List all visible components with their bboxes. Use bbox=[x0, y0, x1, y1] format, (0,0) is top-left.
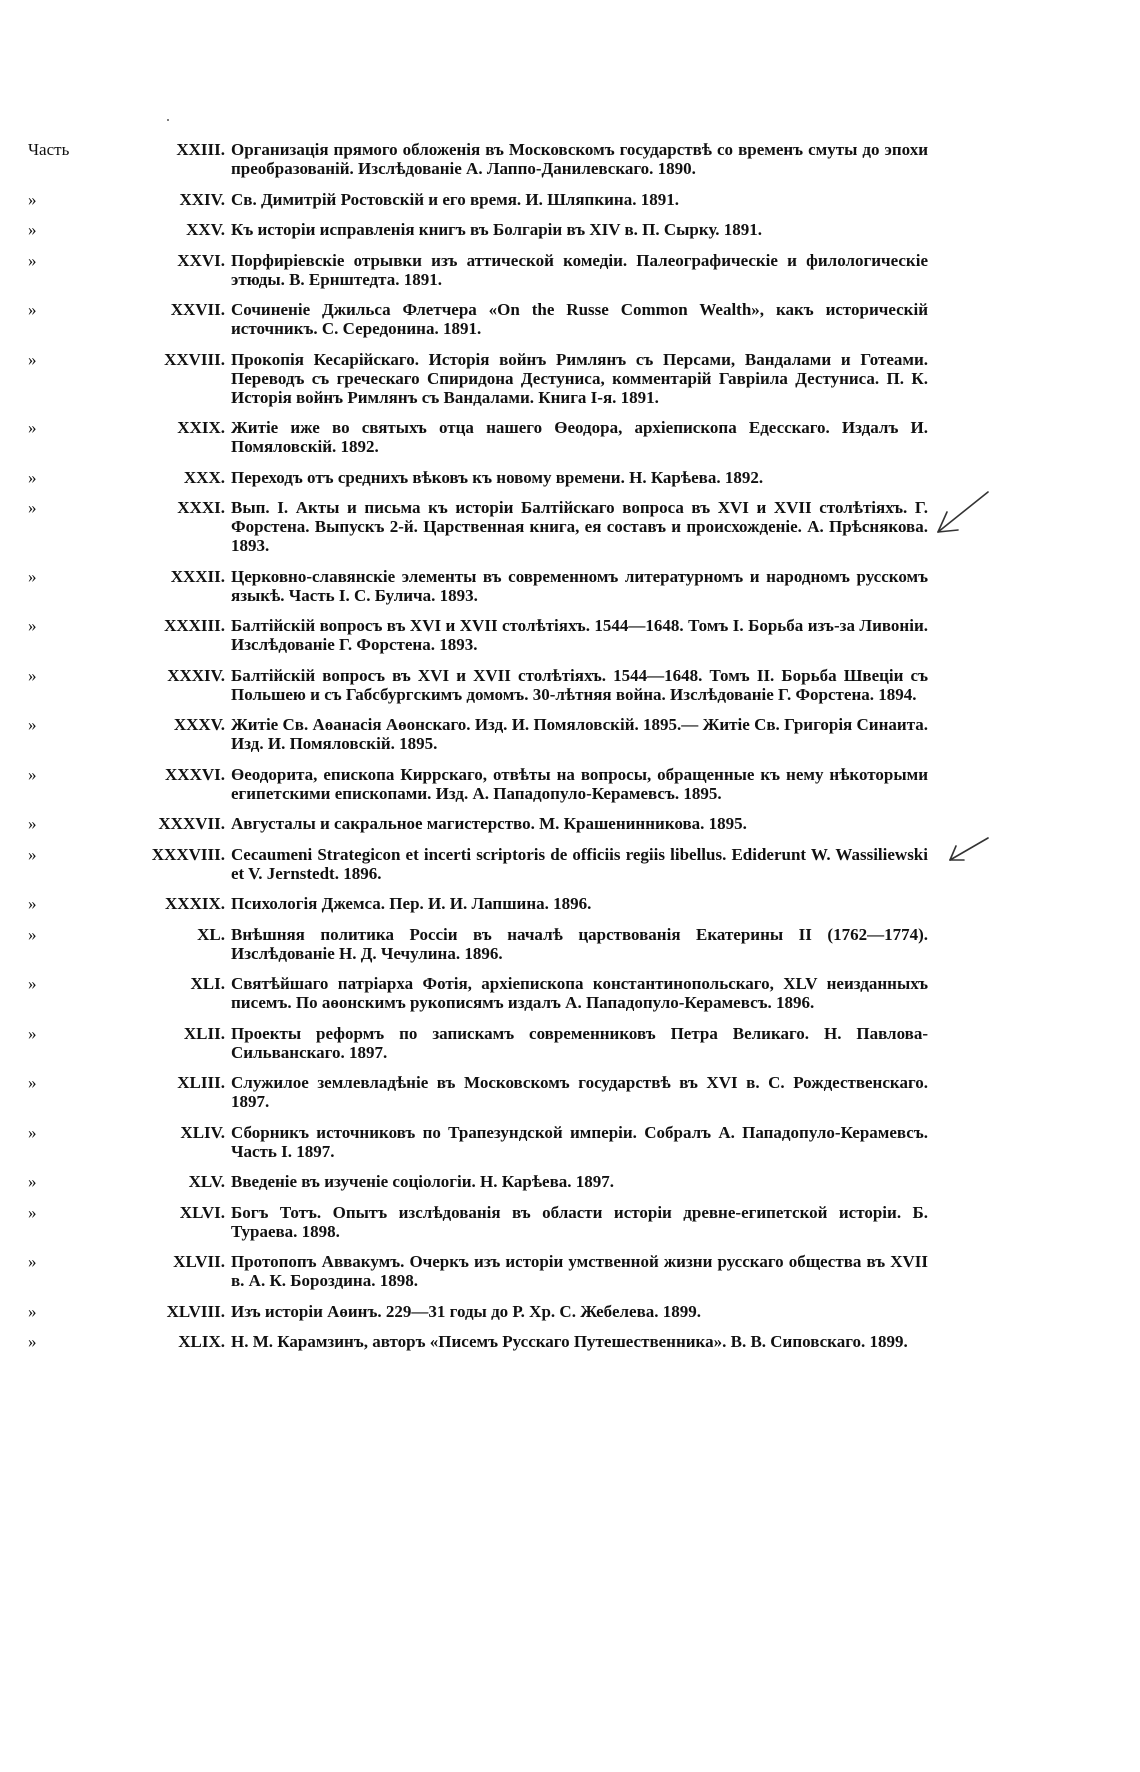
entry-title: Служилое землевладѣніе въ Московскомъ государствѣ въ XVI в. С. Рождественскаго. 1897. bbox=[231, 1073, 928, 1111]
pencil-arrow-mark-upper bbox=[938, 492, 988, 532]
entry-part-label: » bbox=[28, 467, 37, 487]
series-entry bbox=[28, 1172, 928, 1191]
entry-title: Августалы и сакральное магистерство. М. Крашенинникова. 1895. bbox=[231, 814, 747, 833]
entry-title: Өеодорита, епископа Киррскаго, отвѣты на вопросы, обращенные къ нему нѣкоторыми египетскими епископами. Изд. А. Пападопуло-Керамевсъ. 1895. bbox=[231, 764, 928, 803]
entry-part-label: » bbox=[28, 894, 37, 913]
series-entry bbox=[28, 974, 928, 1012]
entry-volume-number: XXXV. bbox=[173, 715, 225, 734]
series-entry bbox=[28, 1332, 928, 1351]
entry-title: Внѣшняя политика Россіи въ началѣ царствованія Екатерины II (1762—1774). Изслѣдованіе Н. Д. Чечулина. 1896. bbox=[231, 924, 928, 963]
entry-part-label: » bbox=[28, 300, 37, 319]
entry-title: Прокопія Кесарійскаго. Исторія войнъ Римлянъ съ Персами, Вандалами и Готеами. Переводъ съ греческаго Спиридона Дестуниса, комментарій Гавріила Дестуниса. П. К. Исторія войнъ Римлянъ съ Вандалами. Книга I-я. 1891. bbox=[231, 349, 928, 407]
entry-part-label: » bbox=[28, 924, 37, 944]
entry-title: Сборникъ источниковъ по Трапезундской имперіи. Собралъ А. Пападопуло-Керамевсъ. Часть I. 1897. bbox=[231, 1122, 928, 1161]
series-entry bbox=[28, 220, 928, 239]
entry-volume-number: XLI. bbox=[190, 974, 225, 993]
entry-volume-number: XXXIV. bbox=[167, 665, 225, 685]
entry-volume-number: XXXI. bbox=[177, 498, 225, 517]
entry-title: Переходъ отъ среднихъ вѣковъ къ новому времени. Н. Карѣева. 1892. bbox=[231, 467, 764, 487]
entry-volume-number: XXXVI. bbox=[165, 764, 225, 784]
series-entry bbox=[28, 666, 928, 704]
series-entry bbox=[28, 350, 928, 407]
series-entry bbox=[28, 418, 928, 456]
series-entry bbox=[28, 1203, 928, 1241]
entry-part-label: » bbox=[28, 1172, 37, 1191]
entry-title: Порфиріевскіе отрывки изъ аттической комедіи. Палеографическіе и филологическіе этюды. В. Ернштедта. 1891. bbox=[231, 250, 928, 289]
series-entry bbox=[28, 1073, 928, 1111]
series-entry bbox=[28, 715, 928, 753]
series-entry bbox=[28, 616, 928, 654]
entry-title: Н. М. Карамзинъ, авторъ «Писемъ Русскаго Путешественника». В. В. Сиповскаго. 1899. bbox=[231, 1332, 908, 1351]
entry-part-label: » bbox=[28, 844, 37, 864]
entry-volume-number: XXXIX. bbox=[165, 894, 225, 913]
entry-title: Организація прямого обложенія въ Московскомъ государствѣ со временъ смуты до эпохи преобразованій. Изслѣдованіе А. Лаппо-Данилевскаго. 1890. bbox=[231, 140, 928, 178]
entry-part-label: » bbox=[28, 1332, 37, 1351]
entry-volume-number: XLII. bbox=[183, 1023, 225, 1043]
entry-part-label: » bbox=[28, 189, 37, 209]
entry-title: Житіе Св. Аөанасія Аөонскаго. Изд. И. Помяловскій. 1895.— Житіе Св. Григорія Синаита. Изд. И. Помяловскій. 1895. bbox=[231, 715, 928, 753]
entry-volume-number: XLVI. bbox=[179, 1202, 225, 1222]
series-list bbox=[28, 140, 928, 1363]
series-entry bbox=[28, 251, 928, 289]
entry-part-label: » bbox=[28, 566, 37, 586]
stray-dot bbox=[167, 119, 169, 121]
entry-volume-number: XXIX. bbox=[177, 418, 225, 437]
series-entry bbox=[28, 814, 928, 833]
entry-volume-number: XLVIII. bbox=[166, 1301, 225, 1321]
entry-volume-number: XXXII. bbox=[170, 566, 225, 586]
series-entry bbox=[28, 498, 928, 555]
series-entry bbox=[28, 925, 928, 963]
entry-title: Сочиненіе Джильса Флетчера «On the Russe Common Wealth», какъ историческій источникъ. С. Середонина. 1891. bbox=[231, 300, 928, 338]
entry-part-label: » bbox=[28, 220, 37, 239]
entry-volume-number: XXXVII. bbox=[158, 814, 225, 833]
entry-part-label: » bbox=[28, 1202, 37, 1222]
entry-part-label: » bbox=[28, 665, 37, 685]
entry-title: Психологія Джемса. Пер. И. И. Лапшина. 1896. bbox=[231, 894, 592, 913]
entry-volume-number: XXIII. bbox=[176, 140, 225, 159]
entry-title: Богъ Тотъ. Опытъ изслѣдованія въ области исторіи древне-египетской исторіи. Б. Тураева. 1898. bbox=[231, 1202, 928, 1241]
entry-volume-number: XXVII. bbox=[170, 300, 225, 319]
entry-part-label: » bbox=[28, 1252, 37, 1271]
entry-volume-number: XL. bbox=[197, 924, 225, 944]
entry-volume-number: XLIV. bbox=[180, 1122, 225, 1142]
series-entry bbox=[28, 894, 928, 913]
entry-title: Вып. I. Акты и письма къ исторіи Балтійскаго вопроса въ XVI и XVII столѣтіяхъ. Г. Форстена. Выпускъ 2-й. Царственная книга, ея составъ и происхожденіе. А. Прѣснякова. 1893. bbox=[231, 498, 928, 555]
entry-volume-number: XXXIII. bbox=[164, 616, 225, 635]
entry-volume-number: XLIX. bbox=[178, 1332, 225, 1351]
entry-part-label: » bbox=[28, 1301, 37, 1321]
entry-title: Къ исторіи исправленія книгъ въ Болгаріи въ XIV в. П. Сырку. 1891. bbox=[231, 220, 762, 239]
entry-part-label: » bbox=[28, 498, 37, 517]
entry-volume-number: XXVI. bbox=[177, 250, 225, 270]
entry-part-label: » bbox=[28, 1122, 37, 1142]
entry-volume-number: XLVII. bbox=[173, 1252, 225, 1271]
series-entry bbox=[28, 765, 928, 803]
entry-part-label: » bbox=[28, 1023, 37, 1043]
entry-volume-number: XXIV. bbox=[179, 189, 225, 209]
series-entry bbox=[28, 1302, 928, 1321]
entry-part-label: » bbox=[28, 764, 37, 784]
series-entry bbox=[28, 140, 928, 178]
entry-volume-number: XXVIII. bbox=[164, 349, 225, 369]
entry-title: Изъ исторіи Аөинъ. 229—31 годы до Р. Хр. С. Жебелева. 1899. bbox=[231, 1301, 702, 1321]
entry-volume-number: XXXVIII. bbox=[151, 844, 225, 864]
entry-title: Житіе иже во святыхъ отца нашего Өеодора, архіепископа Едесскаго. Издалъ И. Помяловскій. 1892. bbox=[231, 418, 928, 456]
series-entry bbox=[28, 1123, 928, 1161]
entry-title: Введеніе въ изученіе соціологіи. Н. Карѣева. 1897. bbox=[231, 1172, 615, 1191]
entry-part-label: Часть bbox=[28, 140, 70, 159]
entry-title: Балтійскій вопросъ въ XVI и XVII столѣтіяхъ. 1544—1648. Томъ II. Борьба Швеціи съ Польшею и съ Габсбургскимъ домомъ. 30-лѣтняя война. Изслѣдованіе Г. Форстена. 1894. bbox=[231, 665, 928, 704]
series-entry bbox=[28, 1252, 928, 1290]
entry-part-label: » bbox=[28, 349, 37, 369]
entry-title: Протопопъ Аввакумъ. Очеркъ изъ исторіи умственной жизни русскаго общества въ XVII в. А. К. Бороздина. 1898. bbox=[231, 1252, 928, 1290]
entry-part-label: » bbox=[28, 974, 37, 993]
entry-volume-number: XXX. bbox=[183, 467, 225, 487]
entry-title: Церковно-славянскіе элементы въ современномъ литературномъ и народномъ русскомъ языкѣ. Часть I. С. Булича. 1893. bbox=[231, 566, 928, 605]
pencil-arrow-mark-lower bbox=[950, 838, 988, 860]
series-entry bbox=[28, 1024, 928, 1062]
entry-part-label: » bbox=[28, 715, 37, 734]
entry-volume-number: XLV. bbox=[188, 1172, 225, 1191]
series-entry bbox=[28, 300, 928, 338]
entry-volume-number: XXV. bbox=[186, 220, 225, 239]
series-entry bbox=[28, 567, 928, 605]
entry-part-label: » bbox=[28, 250, 37, 270]
entry-part-label: » bbox=[28, 616, 37, 635]
series-entry bbox=[28, 845, 928, 883]
entry-part-label: » bbox=[28, 418, 37, 437]
entry-title: Балтійскій вопросъ въ XVI и XVII столѣтіяхъ. 1544—1648. Томъ I. Борьба изъ-за Ливоніи. Изслѣдованіе Г. Форстена. 1893. bbox=[231, 616, 928, 654]
series-entry bbox=[28, 190, 928, 209]
entry-title: Святѣйшаго патріарха Фотія, архіепископа константинопольскаго, XLV неизданныхъ писемъ. По аөонскимъ рукописямъ издалъ А. Пападопуло-Керамевсъ. 1896. bbox=[231, 974, 928, 1012]
entry-title: Проекты реформъ по запискамъ современниковъ Петра Великаго. Н. Павлова-Сильванскаго. 1897. bbox=[231, 1023, 928, 1062]
entry-volume-number: XLIII. bbox=[177, 1073, 225, 1092]
entry-title: Св. Димитрій Ростовскій и его время. И. Шляпкина. 1891. bbox=[231, 189, 679, 209]
series-entry bbox=[28, 468, 928, 487]
entry-part-label: » bbox=[28, 1073, 37, 1092]
entry-part-label: » bbox=[28, 814, 37, 833]
entry-title: Cecaumeni Strategicon et incerti scriptoris de officiis regiis libellus. Ediderunt W. Wassiliewski et V. Jernstedt. 1896. bbox=[231, 844, 928, 883]
